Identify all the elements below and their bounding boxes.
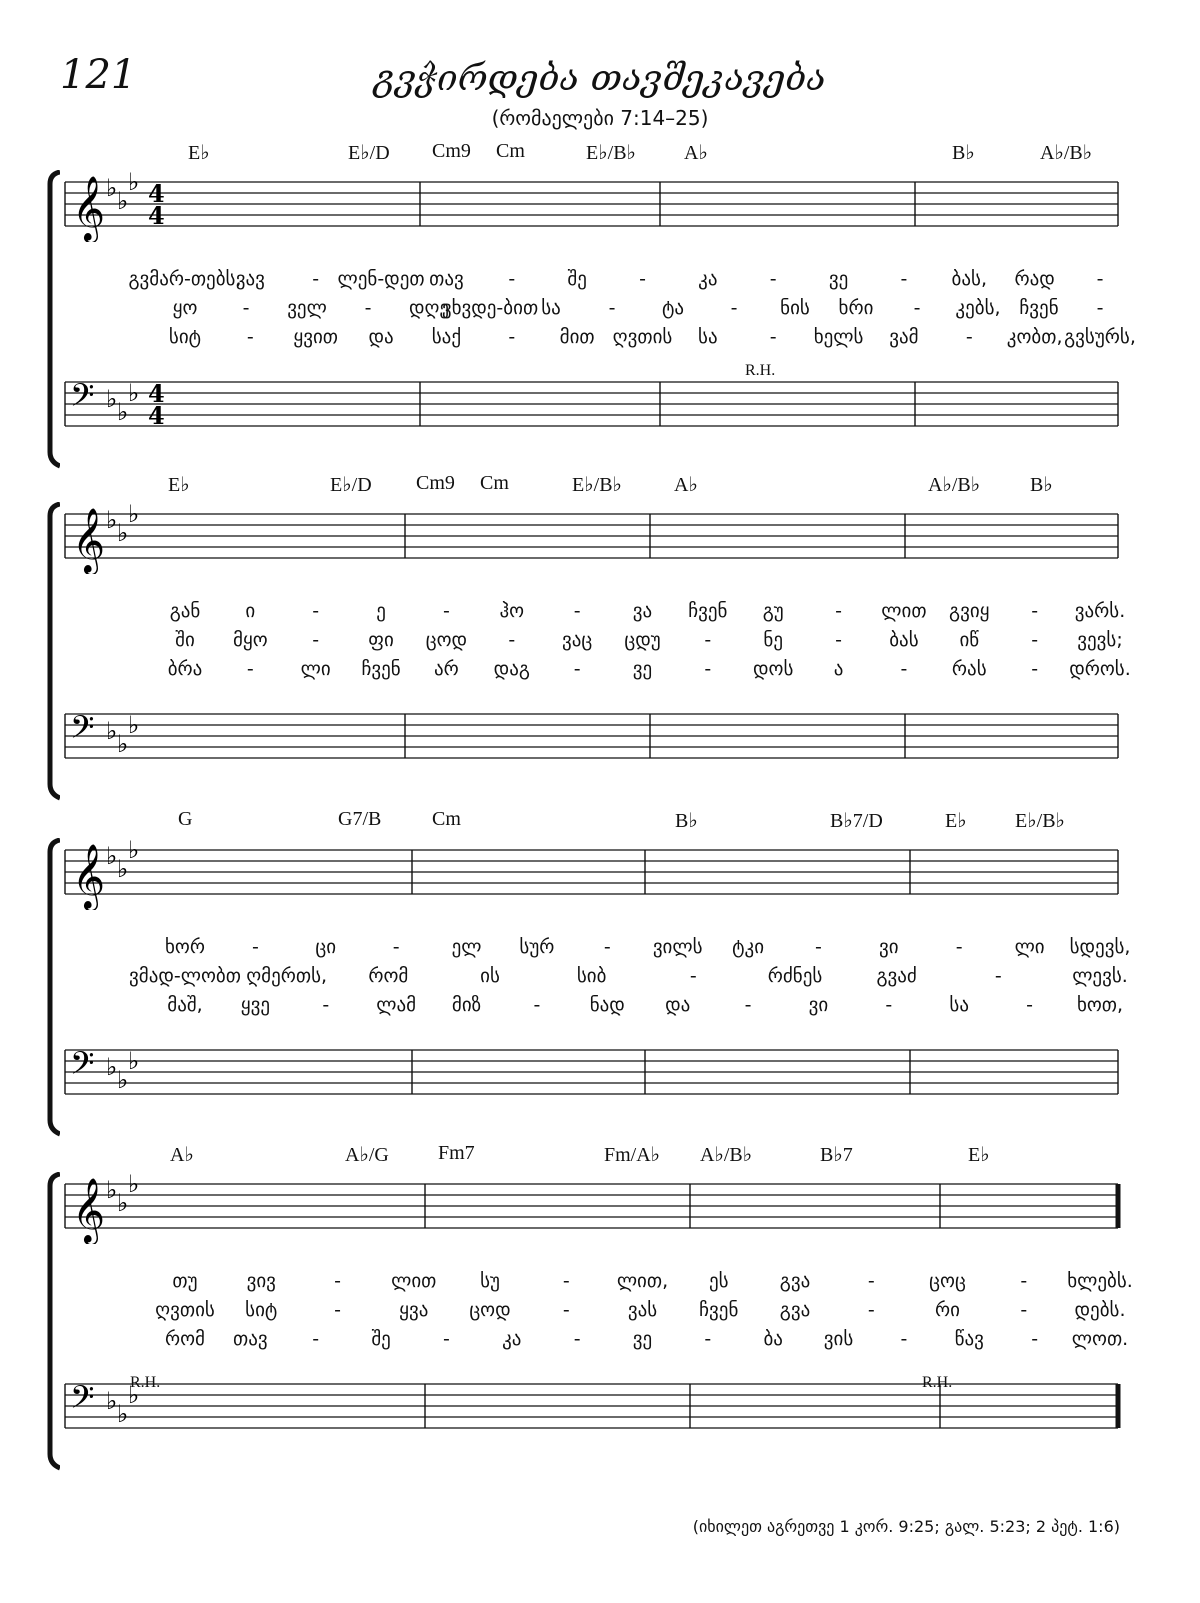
- syllable-hyphen: -: [312, 268, 320, 290]
- lyric-syllable: რი: [935, 1299, 960, 1321]
- chord-symbol: G7/B: [338, 808, 382, 830]
- lyric-syllable: ვევს;: [1077, 629, 1123, 651]
- bass-staff: [0, 704, 1200, 774]
- lyric-syllable: ნად: [589, 994, 625, 1016]
- chord-symbol: Cm9: [432, 140, 471, 162]
- chord-symbol: E♭: [945, 810, 967, 832]
- syllable-hyphen: -: [1020, 1299, 1028, 1321]
- lyric-syllable: ვე: [632, 658, 653, 680]
- syllable-hyphen: -: [955, 936, 963, 958]
- lyric-syllable: იწ: [959, 629, 980, 651]
- chord-symbol: Fm/A♭: [604, 1144, 661, 1166]
- lyric-syllable: ცოდ: [469, 1299, 511, 1321]
- lyric-syllable: ტკი: [732, 936, 765, 958]
- syllable-hyphen: -: [1026, 994, 1034, 1016]
- syllable-hyphen: -: [322, 994, 330, 1016]
- lyric-syllable: მაშ,: [167, 994, 203, 1016]
- flat-icon: ♭: [117, 855, 129, 883]
- syllable-hyphen: -: [562, 1270, 570, 1292]
- flat-icon: ♭: [128, 379, 140, 407]
- flat-icon: ♭: [106, 506, 118, 534]
- time-signature: 4: [148, 201, 165, 230]
- lyric-syllable: რას: [951, 658, 987, 680]
- syllable-hyphen: -: [573, 1328, 581, 1350]
- time-signature: 4: [148, 379, 165, 408]
- lyric-syllable: ვა: [632, 600, 653, 622]
- treble-staff: [0, 1174, 1200, 1244]
- lyric-syllable: თავ: [233, 1328, 268, 1350]
- lyric-syllable: გვა: [779, 1299, 811, 1321]
- syllable-hyphen: -: [704, 658, 712, 680]
- flat-icon: ♭: [106, 1387, 118, 1415]
- lyric-syllable: თავ: [429, 268, 464, 290]
- time-signature: 4: [148, 179, 165, 208]
- lyric-syllable: და: [368, 326, 394, 348]
- lyric-syllable: ყვე: [240, 994, 270, 1016]
- syllable-hyphen: -: [392, 936, 400, 958]
- lyric-syllable: ჩვენ: [1019, 297, 1059, 319]
- lyric-syllable: ტა: [661, 297, 685, 319]
- treble-staff: [0, 504, 1200, 574]
- syllable-hyphen: -: [508, 326, 516, 348]
- time-signature: 4: [148, 401, 165, 430]
- lyric-syllable: ვილს: [652, 936, 703, 958]
- chord-symbol: Cm: [480, 472, 509, 494]
- lyric-syllable: კობთ,: [1006, 326, 1063, 348]
- lyric-syllable: გვმარ-თებს,: [128, 268, 242, 290]
- syllable-hyphen: -: [246, 658, 254, 680]
- right-hand-marking: R.H.: [922, 1374, 953, 1391]
- syllable-hyphen: -: [835, 629, 842, 651]
- syllable-hyphen: -: [704, 1328, 712, 1350]
- lyric-syllable: ყვა: [399, 1299, 429, 1321]
- syllable-hyphen: -: [312, 600, 320, 622]
- hymn-number: 121: [60, 52, 137, 98]
- chord-symbol: E♭/D: [348, 142, 390, 164]
- flat-icon: ♭: [117, 519, 129, 547]
- lyric-syllable: ბრა: [167, 658, 203, 680]
- lyric-syllable: სა: [541, 297, 561, 319]
- chord-symbol: E♭/B♭: [586, 142, 636, 164]
- flat-icon: ♭: [117, 1066, 129, 1094]
- flat-icon: ♭: [106, 1176, 118, 1204]
- bass-staff: [0, 1040, 1200, 1110]
- bass-staff: [0, 1374, 1200, 1444]
- lyric-syllable: კებს,: [955, 297, 1001, 319]
- lyric-syllable: ლი: [1014, 936, 1045, 958]
- lyric-syllable: მიზ: [451, 994, 482, 1016]
- flat-icon: ♭: [128, 711, 140, 739]
- lyric-syllable: ვავ: [235, 268, 265, 290]
- chord-symbol: A♭: [674, 474, 698, 496]
- lyric-syllable: ღვთის: [612, 326, 673, 348]
- lyric-syllable: ი: [245, 600, 256, 622]
- lyric-syllable: ლენ-დეთ: [337, 268, 425, 290]
- lyric-syllable: რომ: [368, 965, 409, 987]
- syllable-hyphen: -: [334, 1270, 341, 1292]
- lyric-syllable: ლით: [391, 1270, 437, 1292]
- right-hand-marking: R.H.: [745, 362, 776, 379]
- treble-clef-icon: 𝄞: [72, 176, 106, 241]
- syllable-hyphen: -: [1031, 658, 1039, 680]
- syllable-hyphen: -: [885, 994, 893, 1016]
- lyric-syllable: დროს.: [1069, 658, 1131, 680]
- chord-symbol: A♭/B♭: [1040, 142, 1093, 164]
- flat-icon: ♭: [106, 385, 118, 413]
- lyric-syllable: სიტ: [168, 326, 202, 348]
- syllable-hyphen: -: [242, 297, 250, 319]
- lyric-syllable: ე: [376, 600, 386, 622]
- lyric-syllable: საქ: [431, 326, 462, 348]
- lyric-syllable: მყო: [232, 629, 268, 651]
- lyric-syllable: ხოთ,: [1076, 994, 1124, 1016]
- syllable-hyphen: -: [246, 326, 254, 348]
- chord-symbol: A♭/B♭: [928, 474, 981, 496]
- lyric-syllable: ა: [833, 658, 844, 680]
- syllable-hyphen: -: [251, 936, 259, 958]
- chord-symbol: A♭: [170, 1144, 194, 1166]
- syllable-hyphen: -: [442, 1328, 450, 1350]
- syllable-hyphen: -: [730, 297, 738, 319]
- lyric-syllable: ვმად-ლობთ: [129, 965, 241, 987]
- syllable-hyphen: -: [442, 600, 450, 622]
- flat-icon: ♭: [117, 730, 129, 758]
- lyric-syllable: ვე: [632, 1328, 653, 1350]
- lyric-syllable: ყვით: [293, 326, 339, 348]
- syllable-hyphen: -: [573, 658, 581, 680]
- lyric-syllable: ვამ: [889, 326, 919, 348]
- lyric-syllable: ვე: [828, 268, 849, 290]
- lyric-syllable: სიბ: [576, 965, 607, 987]
- flat-icon: ♭: [117, 1400, 129, 1428]
- treble-staff: [0, 172, 1200, 242]
- lyric-syllable: სურ: [519, 936, 555, 958]
- lyric-syllable: ნე: [763, 629, 783, 651]
- syllable-hyphen: -: [867, 1270, 875, 1292]
- syllable-hyphen: -: [1031, 629, 1039, 651]
- lyric-syllable: ხრი: [838, 297, 874, 319]
- chord-symbol: A♭: [684, 142, 708, 164]
- chord-symbol: Cm: [496, 140, 525, 162]
- lyric-syllable: ცოც: [929, 1270, 966, 1292]
- syllable-hyphen: -: [994, 965, 1002, 987]
- lyric-syllable: ლით,: [616, 1270, 669, 1292]
- lyric-syllable: სა: [949, 994, 970, 1016]
- chord-symbol: A♭/B♭: [700, 1144, 753, 1166]
- flat-icon: ♭: [106, 174, 118, 202]
- chord-symbol: Fm7: [438, 1142, 475, 1164]
- lyric-syllable: ვივ: [246, 1270, 276, 1292]
- syllable-hyphen: -: [312, 1328, 320, 1350]
- treble-clef-icon: 𝄞: [72, 844, 106, 909]
- lyric-syllable: სუ: [480, 1270, 500, 1292]
- flat-icon: ♭: [117, 1189, 129, 1217]
- lyric-syllable: მით: [559, 326, 595, 348]
- chord-symbol: E♭: [168, 474, 190, 496]
- lyric-syllable: ბას: [889, 629, 919, 651]
- treble-staff: [0, 840, 1200, 910]
- lyric-syllable: ლი: [300, 658, 331, 680]
- lyric-syllable: გვაძ: [876, 965, 917, 987]
- lyric-syllable: ბა: [763, 1328, 783, 1350]
- syllable-hyphen: -: [704, 629, 712, 651]
- syllable-hyphen: -: [769, 268, 777, 290]
- lyric-syllable: ფი: [368, 629, 394, 651]
- lyric-syllable: გან: [169, 600, 201, 622]
- flat-icon: ♭: [128, 504, 140, 528]
- syllable-hyphen: -: [965, 326, 973, 348]
- syllable-hyphen: -: [364, 297, 372, 319]
- lyric-syllable: გუ: [762, 600, 784, 622]
- lyric-syllable: ვას: [627, 1299, 658, 1321]
- lyric-syllable: ხორ: [165, 936, 205, 958]
- lyric-syllable: წავ: [954, 1328, 984, 1350]
- syllable-hyphen: -: [508, 629, 516, 651]
- lyric-syllable: ში: [175, 629, 195, 651]
- chord-symbol: B♭: [1030, 474, 1053, 496]
- chord-symbol: E♭/B♭: [572, 474, 622, 496]
- lyric-syllable: არ: [434, 658, 459, 680]
- lyric-syllable: შე: [371, 1328, 391, 1350]
- lyric-syllable: შე: [567, 268, 587, 290]
- see-also-reference: (იხილეთ აგრეთვე 1 კორ. 9:25; გალ. 5:23; 2 პეტ. 1:6): [692, 1517, 1120, 1536]
- lyric-syllable: თუ: [172, 1270, 198, 1292]
- lyric-syllable: ვი: [879, 936, 899, 958]
- syllable-hyphen: -: [900, 268, 908, 290]
- chord-symbol: Cm: [432, 808, 461, 830]
- syllable-hyphen: -: [334, 1299, 341, 1321]
- chord-symbol: B♭7: [820, 1144, 853, 1166]
- right-hand-marking: R.H.: [130, 1374, 161, 1391]
- syllable-hyphen: -: [913, 297, 921, 319]
- lyric-syllable: ვი: [808, 994, 829, 1016]
- syllable-hyphen: -: [562, 1299, 570, 1321]
- lyric-syllable: ბას,: [951, 268, 988, 290]
- flat-icon: ♭: [128, 172, 140, 196]
- lyric-syllable: გვსურს,: [1064, 326, 1136, 348]
- syllable-hyphen: -: [1031, 600, 1039, 622]
- lyric-syllable: ვარს.: [1074, 600, 1126, 622]
- syllable-hyphen: -: [900, 658, 908, 680]
- syllable-hyphen: -: [1096, 268, 1104, 290]
- syllable-hyphen: -: [608, 297, 616, 319]
- flat-icon: ♭: [106, 842, 118, 870]
- lyric-syllable: ცი: [315, 936, 337, 958]
- lyric-syllable: ცოდ: [425, 629, 468, 651]
- lyric-syllable: გვიყ: [949, 600, 990, 622]
- scripture-reference: (რომაელები 7:14–25): [491, 106, 709, 130]
- lyric-syllable: კა: [698, 268, 718, 290]
- lyric-syllable: ელ: [451, 936, 482, 958]
- lyric-syllable: გვა: [779, 1270, 811, 1292]
- syllable-hyphen: -: [573, 600, 581, 622]
- lyric-syllable: დღე: [408, 297, 450, 319]
- lyric-syllable: ჩვენ: [361, 658, 401, 680]
- lyric-syllable: ცდუ: [624, 629, 661, 651]
- flat-icon: ♭: [128, 840, 140, 864]
- syllable-hyphen: -: [603, 936, 611, 958]
- flat-icon: ♭: [117, 398, 129, 426]
- lyric-syllable: ის: [480, 965, 500, 987]
- lyric-syllable: ღმერთს,: [246, 965, 328, 987]
- lyric-syllable: ვხვდე-ბით: [441, 297, 539, 319]
- lyric-syllable: რძნეს: [767, 965, 823, 987]
- chord-symbol: E♭/B♭: [1015, 810, 1065, 832]
- flat-icon: ♭: [128, 1047, 140, 1075]
- syllable-hyphen: -: [835, 600, 842, 622]
- lyric-syllable: ჩვენ: [688, 600, 728, 622]
- lyric-syllable: ნის: [780, 297, 810, 319]
- flat-icon: ♭: [106, 717, 118, 745]
- lyric-syllable: და: [665, 994, 691, 1016]
- lyric-syllable: ხლებს.: [1067, 1270, 1133, 1292]
- flat-icon: ♭: [128, 1174, 140, 1198]
- lyric-syllable: ჩვენ: [699, 1299, 739, 1321]
- lyric-syllable: ველ: [287, 297, 327, 319]
- syllable-hyphen: -: [1096, 297, 1104, 319]
- lyric-syllable: დებს.: [1074, 1299, 1126, 1321]
- lyric-syllable: ლით: [881, 600, 927, 622]
- lyric-syllable: ლოთ.: [1071, 1328, 1129, 1350]
- syllable-hyphen: -: [508, 268, 516, 290]
- syllable-hyphen: -: [1020, 1270, 1028, 1292]
- lyric-syllable: ლამ: [376, 994, 417, 1016]
- bass-clef-icon: 𝄢: [70, 709, 95, 753]
- chord-symbol: E♭: [968, 1144, 990, 1166]
- chord-symbol: B♭7/D: [830, 810, 883, 832]
- lyric-syllable: რომ: [165, 1328, 205, 1350]
- lyric-syllable: კა: [502, 1328, 522, 1350]
- chord-symbol: A♭/G: [345, 1144, 389, 1166]
- lyric-syllable: სდევს,: [1069, 936, 1131, 958]
- bass-clef-icon: 𝄢: [70, 377, 95, 421]
- syllable-hyphen: -: [744, 994, 752, 1016]
- bass-staff: [0, 372, 1200, 442]
- syllable-hyphen: -: [1031, 1328, 1039, 1350]
- chord-symbol: E♭: [188, 142, 210, 164]
- syllable-hyphen: -: [769, 326, 777, 348]
- bass-clef-icon: 𝄢: [70, 1379, 95, 1423]
- lyric-syllable: ლევს.: [1072, 965, 1128, 987]
- lyric-syllable: დაგ: [493, 658, 530, 680]
- chord-symbol: B♭: [675, 810, 698, 832]
- lyric-syllable: ყო: [172, 297, 198, 319]
- chord-symbol: G: [178, 808, 193, 830]
- lyric-syllable: ჰო: [499, 600, 525, 622]
- chord-symbol: Cm9: [416, 472, 455, 494]
- flat-icon: ♭: [128, 1381, 140, 1409]
- syllable-hyphen: -: [900, 1328, 908, 1350]
- flat-icon: ♭: [117, 187, 129, 215]
- syllable-hyphen: -: [533, 994, 541, 1016]
- chord-symbol: B♭: [952, 142, 975, 164]
- chord-symbol: E♭/D: [330, 474, 372, 496]
- lyric-syllable: სიტ: [245, 1299, 278, 1321]
- lyric-syllable: ღვთის: [155, 1299, 215, 1321]
- treble-clef-icon: 𝄞: [72, 508, 106, 573]
- syllable-hyphen: -: [867, 1299, 875, 1321]
- bass-clef-icon: 𝄢: [70, 1045, 95, 1089]
- lyric-syllable: ვაც: [562, 629, 593, 651]
- lyric-syllable: რად: [1014, 268, 1055, 290]
- syllable-hyphen: -: [639, 268, 646, 290]
- lyric-syllable: დოს: [753, 658, 794, 680]
- syllable-hyphen: -: [815, 936, 822, 958]
- hymn-title: გვჭირდება თავშეკავება: [374, 58, 826, 99]
- syllable-hyphen: -: [312, 629, 320, 651]
- syllable-hyphen: -: [689, 965, 697, 987]
- lyric-syllable: ხელს: [813, 326, 864, 348]
- lyric-syllable: სა: [698, 326, 718, 348]
- lyric-syllable: ეს: [708, 1270, 729, 1292]
- treble-clef-icon: 𝄞: [72, 1178, 106, 1243]
- lyric-syllable: ვის: [823, 1328, 854, 1350]
- flat-icon: ♭: [106, 1053, 118, 1081]
